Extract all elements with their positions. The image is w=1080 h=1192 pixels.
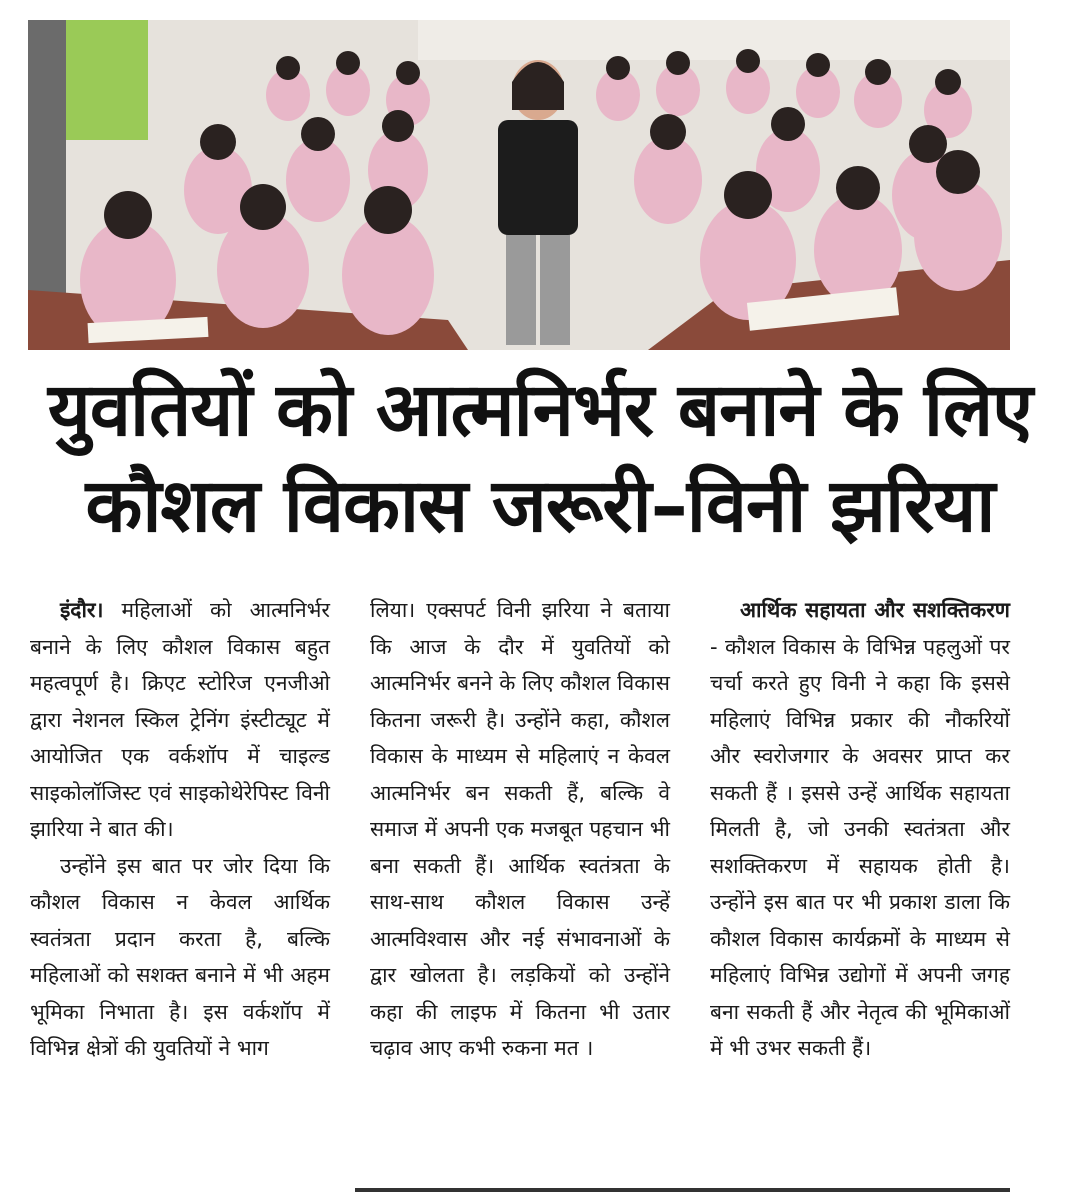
bottom-rule bbox=[355, 1188, 1010, 1192]
headline bbox=[20, 362, 1060, 554]
paragraph bbox=[30, 592, 330, 848]
article-column-2 bbox=[370, 592, 670, 1067]
headline-line-1: युवतियों को आत्मनिर्भर बनाने के लिए bbox=[47, 367, 1033, 453]
article-column-1 bbox=[30, 592, 330, 1067]
paragraph-text: - कौशल विकास के विभिन्न पहलुओं पर चर्चा करते हुए विनी ने कहा कि इससे महिलाएं विभिन्न प्रकार की नौकरियों और स्वरोजगार के अवसर प्राप्त कर सकती हैं । इससे उन्हें आर्थिक सहायता मिलती है, जो उनकी स्वतंत्रता और सशक्तिकरण में सहायक होती है। उन्होंने इस बात पर भी प्रकाश डाला कि कौशल विकास कार्यक्रमों के माध्यम से महिलाएं विभिन्न उद्योगों में अपनी जगह बना सकती हैं और नेतृत्व की भूमिकाओं में भी उभर सकती हैं। bbox=[710, 634, 1010, 1060]
classroom-photo-icon bbox=[28, 20, 1010, 350]
paragraph: उन्होंने इस बात पर जोर दिया कि कौशल विकास न केवल आर्थिक स्वतंत्रता प्रदान करता है, बल्कि महिलाओं को सशक्त बनाने में भी अहम भूमिका निभाता है। इस वर्कशॉप में विभिन्न क्षेत्रों की युवतियों ने भाग bbox=[30, 853, 330, 1060]
article-column-3 bbox=[710, 592, 1010, 1067]
dateline: इंदौर। bbox=[60, 598, 104, 622]
article-photo bbox=[28, 20, 1010, 350]
paragraph: लिया। एक्सपर्ट विनी झरिया ने बताया कि आज के दौर में युवतियों को आत्मनिर्भर बनने के लिए कौशल विकास कितना जरूरी है। उन्होंने कहा, कौशल विकास के माध्यम से महिलाएं न केवल आत्मनिर्भर बन सकती हैं, बल्कि वे समाज में अपनी एक मजबूत पहचान भी बना सकती हैं। आर्थिक स्वतंत्रता के साथ-साथ कौशल विकास उन्हें आत्मविश्वास और नई संभावनाओं के द्वार खोलता है। लड़कियों को उन्होंने कहा की लाइफ में कितना भी उतार चढ़ाव आए कभी रुकना मत । bbox=[370, 598, 670, 1060]
headline-line-2: कौशल विकास जरूरी–विनी झरिया bbox=[85, 463, 995, 549]
paragraph bbox=[710, 592, 1010, 1067]
paragraph-text: महिलाओं को आत्मनिर्भर बनाने के लिए कौशल विकास बहुत महत्वपूर्ण है। क्रिएट स्टोरिज एनजीओ द्वारा नेशनल स्किल ट्रेनिंग इंस्टीट्यूट में आयोजित एक वर्कशॉप में चाइल्ड साइकोलॉजिस्ट एवं साइकोथेरेपिस्ट विनी झारिया ने बात की। bbox=[30, 598, 330, 841]
subheading: आर्थिक सहायता और सशक्तिकरण bbox=[740, 598, 1010, 622]
